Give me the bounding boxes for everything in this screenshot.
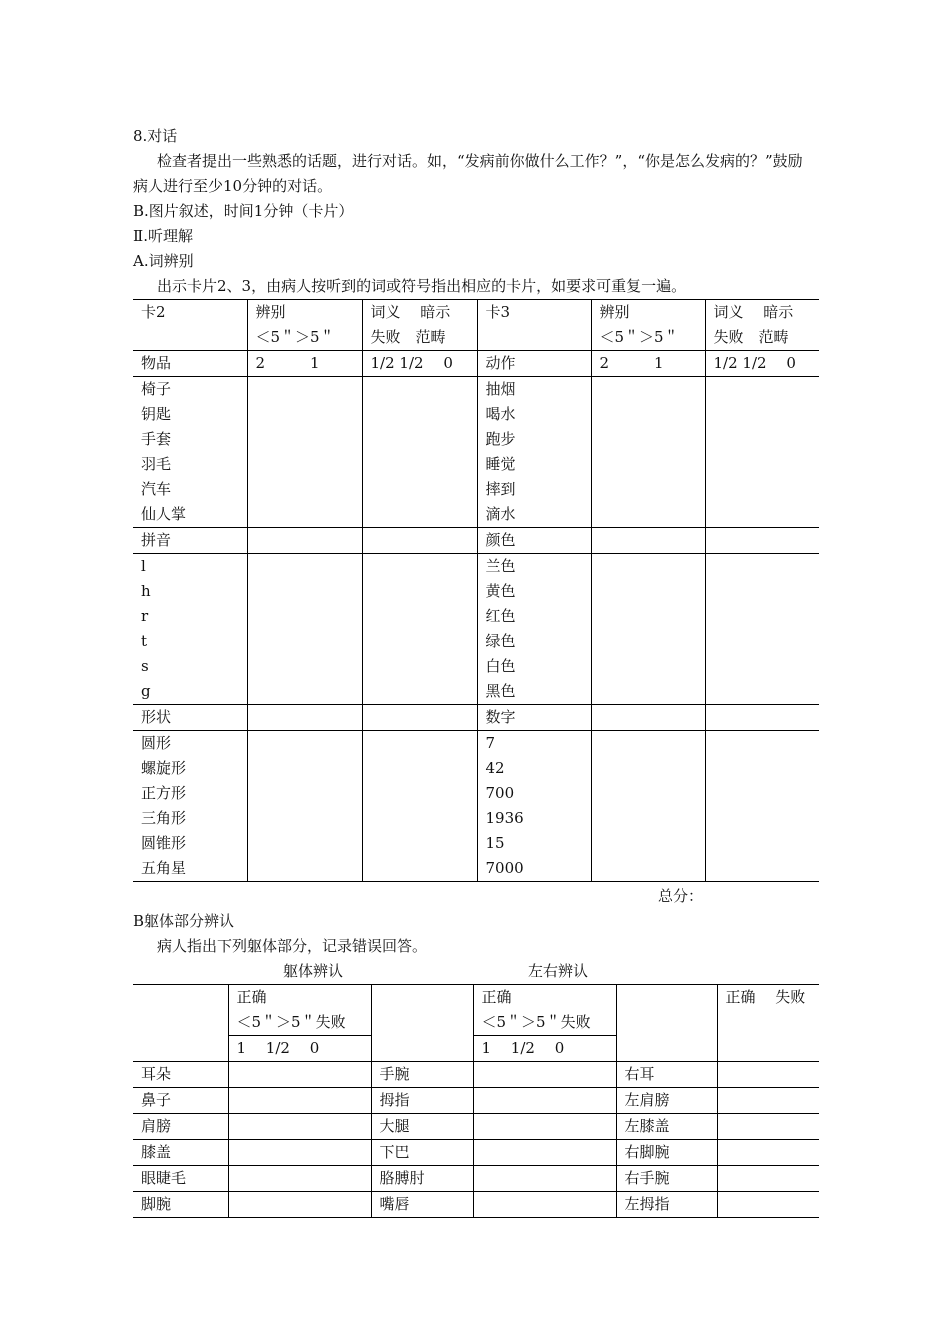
left-right-head: 左右辨认 — [528, 962, 589, 980]
table-row: 耳朵 手腕 右耳 — [133, 1062, 819, 1088]
header-meaning-left: 词义 暗示 失败 范畴 — [362, 300, 477, 351]
items-colors: 兰色 黄色 红色 绿色 白色 黑色 — [477, 554, 591, 705]
total-score-label: 总分： — [657, 887, 703, 905]
items-shapes: 圆形 螺旋形 正方形 三角形 圆锥形 五角星 — [133, 731, 247, 882]
items-objects: 椅子 钥匙 手套 羽毛 汽车 仙人掌 — [141, 380, 187, 523]
word-discrimination-table — [133, 299, 819, 882]
listening-heading: Ⅱ.听理解 — [133, 227, 193, 245]
table-header-row — [133, 300, 819, 351]
section-8-heading: 8.对话 — [133, 127, 178, 145]
body-part-column-heads — [133, 959, 823, 984]
table-row: 肩膀 大腿 左膝盖 — [133, 1114, 819, 1140]
word-discrimination-heading: A.词辨别 — [133, 252, 194, 270]
header-body-score: 正确 ＜5＂＞5＂失败 1 1/2 0 — [228, 985, 371, 1062]
header-discrim-left: 辨别 ＜5＂＞5＂ — [247, 300, 362, 351]
header-card3: 卡3 — [477, 300, 591, 351]
items-pinyin: l h r t s g — [141, 557, 151, 700]
body-part-heading: B躯体部分辨认 — [133, 912, 235, 930]
category-actions: 动作 — [477, 351, 591, 377]
items-actions: 抽烟 喝水 跑步 睡觉 摔到 滴水 — [477, 377, 591, 528]
body-identification-head: 躯体辨认 — [283, 962, 344, 980]
score-left-1: 2 1 — [247, 351, 362, 377]
header-lr-score: 正确 ＜5＂＞5＂失败 1 1/2 0 — [473, 985, 616, 1062]
table-subheader-row — [133, 351, 819, 377]
category-shapes: 形状 — [133, 705, 247, 731]
category-colors: 颜色 — [477, 528, 591, 554]
table-subheader-row — [133, 705, 819, 731]
document-page — [133, 124, 823, 1218]
table-row — [133, 731, 819, 882]
table-row: 脚腕 嘴唇 左拇指 — [133, 1192, 819, 1218]
body-part-table — [133, 984, 819, 1218]
header-card2: 卡2 — [133, 300, 247, 351]
table-row: 眼睫毛 胳膊肘 右手腕 — [133, 1166, 819, 1192]
header-meaning-right: 词义 暗示 失败 范畴 — [705, 300, 819, 351]
table-row — [133, 554, 819, 705]
section-8-body: 检查者提出一些熟悉的话题，进行对话。如，“发病前你做什么工作？”，“你是怎么发病的？”鼓励病人进行至少10分钟的对话。 — [133, 152, 803, 195]
header-lr-right: 正确 失败 — [717, 985, 819, 1062]
word-discrimination-instruction: 出示卡片2、3，由病人按听到的词或符号指出相应的卡片，如要求可重复一遍。 — [157, 277, 687, 295]
category-pinyin: 拼音 — [133, 528, 247, 554]
score-right-1: 2 1 — [591, 351, 705, 377]
table-row: 膝盖 下巴 右脚腕 — [133, 1140, 819, 1166]
score-left-2: 1/2 1/2 0 — [362, 351, 477, 377]
category-numbers: 数字 — [477, 705, 591, 731]
category-objects: 物品 — [133, 351, 247, 377]
score-right-2: 1/2 1/2 0 — [705, 351, 819, 377]
picture-narration-line: B.图片叙述，时间1分钟（卡片） — [133, 202, 354, 220]
items-numbers: 7 42 700 1936 15 7000 — [477, 731, 591, 882]
table-row: 鼻子 拇指 左肩膀 — [133, 1088, 819, 1114]
body-part-instruction: 病人指出下列躯体部分，记录错误回答。 — [157, 937, 428, 955]
table-row — [133, 377, 819, 528]
header-discrim-right: 辨别 ＜5＂＞5＂ — [591, 300, 705, 351]
table-header-row — [133, 985, 819, 1062]
table-subheader-row — [133, 528, 819, 554]
